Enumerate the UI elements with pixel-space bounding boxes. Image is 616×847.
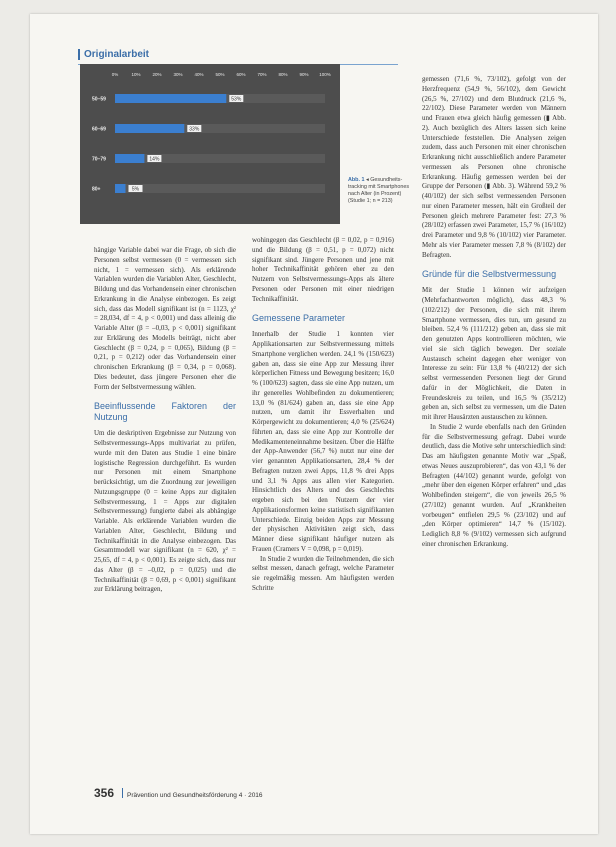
right-paragraph-1: gemessen (71,6 %, 73/102), gefolgt von der Herzfrequenz (54,9 %, 56/102), dem Gewicht (26,5 %, 27/102) und dem Blutdruck (21,6 %, 22/102). Diese Parameter werden von Männern und Frauen etwa gleich häufig gemessen (▮ Abb. 2). Auch bezüglich des Alters lassen sich keine Unterschiede feststellen. Die Analysen zeigen zudem, dass auch Personen mit einer chronischen Erkrankung nicht ausschließlich andere Parameter vermessen als Personen ohne chronische Erkrankung. Häufig gemessen werden bei der Gruppe der Personen (▮ Abb. 3). Während 59,2 % (40/102) der sich selbst vermessenden Personen nur einen Parameter messen, hält ein Großteil der Personen gleich mehrere Parameter fest: 27,3 % (28/102) erfassen zwei Parameter, 15,7 % (16/102) drei Parameter und 9,8 % (10/102) vier Parameter. Mehr als vier Parameter messen 7,8 % (8/102) der Befragten.	[422, 75, 566, 259]
x-tick-label: 60%	[236, 72, 246, 77]
x-tick-label: 50%	[215, 72, 225, 77]
journal-page	[30, 14, 598, 834]
heading-influencing-factors: Beeinflussende Faktoren der Nutzung	[94, 401, 236, 423]
category-label: 80+	[92, 186, 101, 193]
x-tick-label: 100%	[319, 72, 331, 77]
bar	[115, 154, 144, 163]
bar-track	[115, 154, 325, 163]
right-paragraph-2: Mit der Studie 1 können wir aufzeigen (Mehrfachantworten möglich), dass 48,3 % (102/212) der Personen, die sich mit ihrem Smartphone vermessen, dies tun, um gesund zu bleiben. 52,4 % (111/212) geben an, dass sie mit den genutzten Apps kontrollieren möchten, wie viel sie sich täglich bewegen. Der soziale Austausch scheint dagegen eher weniger von Interesse zu sein: Für 13,8 % (40/212) der sich selbst vermessenden Personen liegt der Grund dafür in der Möglichkeit, die Daten in Freundeskreis zu teilen, und 16,5 % (35/212) geben an, sich selbst zu vermessen, um die Daten mit ihrer Hausärzten austauschen zu können.	[422, 286, 566, 421]
category-label: 50–59	[92, 96, 106, 103]
figure-caption-text: ◂ Gesundheits-tracking mit Smartphones nach Alter (in Prozent) (Studie 1; n = 213)	[348, 177, 410, 204]
middle-paragraph-3: In Studie 2 wurden die Teilnehmenden, die sich selbst messen, danach gefragt, welche Parameter sie regelmäßig messen. Am häufigsten werden Schritte	[252, 554, 394, 592]
footer-separator	[122, 788, 123, 798]
bar	[115, 184, 126, 193]
left-paragraph-2: Um die deskriptiven Ergebnisse zur Nutzung von Selbstvermessungs-Apps multivariat zu prüfen, wurde mit den Daten aus Studie 1 eine binäre logistische Regression durchgeführt. Es wurden nur Personen mit einem Smartphone berücksichtigt, um die Zuordnung zur jeweiligen Nutzungsgruppe (0 = keine Apps zur digitalen Selbstvermessung, 1 = Apps zur digitalen Selbstvermessung) fungierte dabei als abhängige Variable. Als erklärende Variablen wurden die Variablen Alter, Geschlecht, Bildung und Technikaffinität in die Analyse einbezogen. Das Gesamtmodell war signifikant (n = 620, χ² = 25,65, df = 4, p < 0,001). Es zeigte sich, dass nur das Alter (β = –0,02, p = 0,025) und die Technikaffinität (β = 0,69, p < 0,001) signifikant zur Erklärung beitragen,	[94, 429, 236, 594]
x-tick-label: 30%	[173, 72, 183, 77]
x-tick-label: 70%	[257, 72, 267, 77]
page-number: 356	[94, 786, 115, 800]
middle-paragraph-1: wohingegen das Geschlecht (β = 0,02, p = 0,916) und die Bildung (β = 0,51, p = 0,072) nicht signifikant sind. Jüngere Personen und jene mit hoher Technikaffinität gehören eher zu den Nutzern von Selbstvermessungs-Apps als ältere Personen oder Personen mit einer niedrigen Technikaffinität.	[252, 236, 394, 303]
bar	[115, 124, 184, 133]
figure-caption	[348, 177, 416, 205]
chart-background	[80, 64, 340, 224]
category-label: 70–79	[92, 156, 106, 163]
middle-column	[252, 236, 394, 594]
category-label: 60–69	[92, 126, 106, 133]
value-label: 33%	[189, 126, 200, 133]
middle-paragraph-2: Innerhalb der Studie 1 konnten vier Applikationsarten zur Selbstvermessung mittels Smartphone verglichen werden. 24,1 % (150/623) gaben an, dass sie eine App zur Messung ihrer körperlichen Fitness und Bewegung besitzen; 16,0 % (100/623) sagten, dass sie eine App nutzen, um ihr generelles Wohlbefinden zu dokumentieren; 13,0 % (81/624) gaben an, dass sie eine App nutzen, um damit ihr Essverhalten und Körpergewicht zu dokumentieren; 4,0 % (25/624) führten an, dass sie eine App zur Kontrolle der Medikamenteneinnahme besitzen. Über die Hälfte der App-Anwender (56,7 %) nutzt nur eine der vier genannten Applikationsarten, 28,4 % der Befragten nutzen zwei Apps, 11,8 % drei Apps und 3,1 % Apps aus allen vier Kategorien. Hinsichtlich des Alters und des Geschlechts ergeben sich bei den Nutzern der vier Applikationsformen keine statistisch signifikanten Unterschiede. Einzig beiden Apps zur Messung der physischen Aktivitäten zeigt sich, dass Männer diese signifikant häufiger nutzen als Frauen (Cramers V = 0,098, p = 0,019).	[252, 330, 394, 553]
heading-measured-parameters: Gemessene Parameter	[252, 313, 346, 324]
journal-name: Prävention und Gesundheitsförderung 4 · 2016	[127, 792, 263, 799]
bar-track	[115, 184, 325, 193]
x-tick-label: 40%	[194, 72, 204, 77]
value-label: 5%	[131, 186, 140, 193]
value-label: 14%	[149, 156, 160, 163]
value-label: 53%	[231, 96, 242, 103]
heading-reasons: Gründe für die Selbstvermessung	[422, 269, 557, 280]
section-label: Originalarbeit	[78, 49, 149, 60]
x-tick-label: 90%	[299, 72, 309, 77]
x-tick-label: 10%	[131, 72, 141, 77]
bar	[115, 94, 226, 103]
right-paragraph-3: In Studie 2 wurde ebenfalls nach den Gründen für die Selbstvermessung gefragt. Dabei wurde deutlich, dass die Motive sehr unterschiedlich sind: Das am häufigsten genannte Motiv war „Spaß, etwas Neues auszuprobieren“, das von 43,1 % der Befragten (44/102) genannt wurde, gefolgt von „mehr über den eigenen Körper erfahren“ und „das Wohlbefinden steigern“, die von jeweils 26,5 % (27/102) genannt wurden. Auf „Krankheiten vorbeugen“ entfielen 29,5 % (23/102) und auf „den Körper optimieren“ 14,7 % (15/102). Lediglich 8,8 % (9/102) vermessen sich aufgrund einer chronischen Erkrankung.	[422, 422, 566, 548]
figure-label: Abb. 1	[348, 177, 365, 183]
left-column	[94, 246, 236, 595]
page-footer	[94, 786, 263, 800]
x-tick-label: 0%	[111, 72, 119, 77]
x-tick-label: 20%	[152, 72, 162, 77]
x-tick-label: 80%	[278, 72, 288, 77]
left-paragraph-1: hängige Variable dabei war die Frage, ob sich die Personen selbst vermessen (0 = vermessen sich nicht, 1 = vermessen sich). Als erklärende Variablen wurden die Variablen Alter, Geschlecht, Bildung und das Vorhandensein einer chronischen Erkrankung in die Analyse einbezogen. Es zeigt sich, dass das Modell signifikant ist (n = 1123, χ² = 28,034, df = 4, p < 0,001) und dass alleinig die Variable Alter (β = –0,03, p < 0,001) signifikant zur Erklärung des Modells beiträgt, nicht aber Geschlecht (β = 0,24, p = 0,065), Bildung (β = 0,21, p = 0,212) oder das Vorhandensein einer chronischen Erkrankung (β = 0,34, p = 0,068). Dies bedeutet, dass jüngere Personen eher die Form der Selbstvermessung wählen.	[94, 246, 236, 391]
right-column	[422, 75, 566, 550]
